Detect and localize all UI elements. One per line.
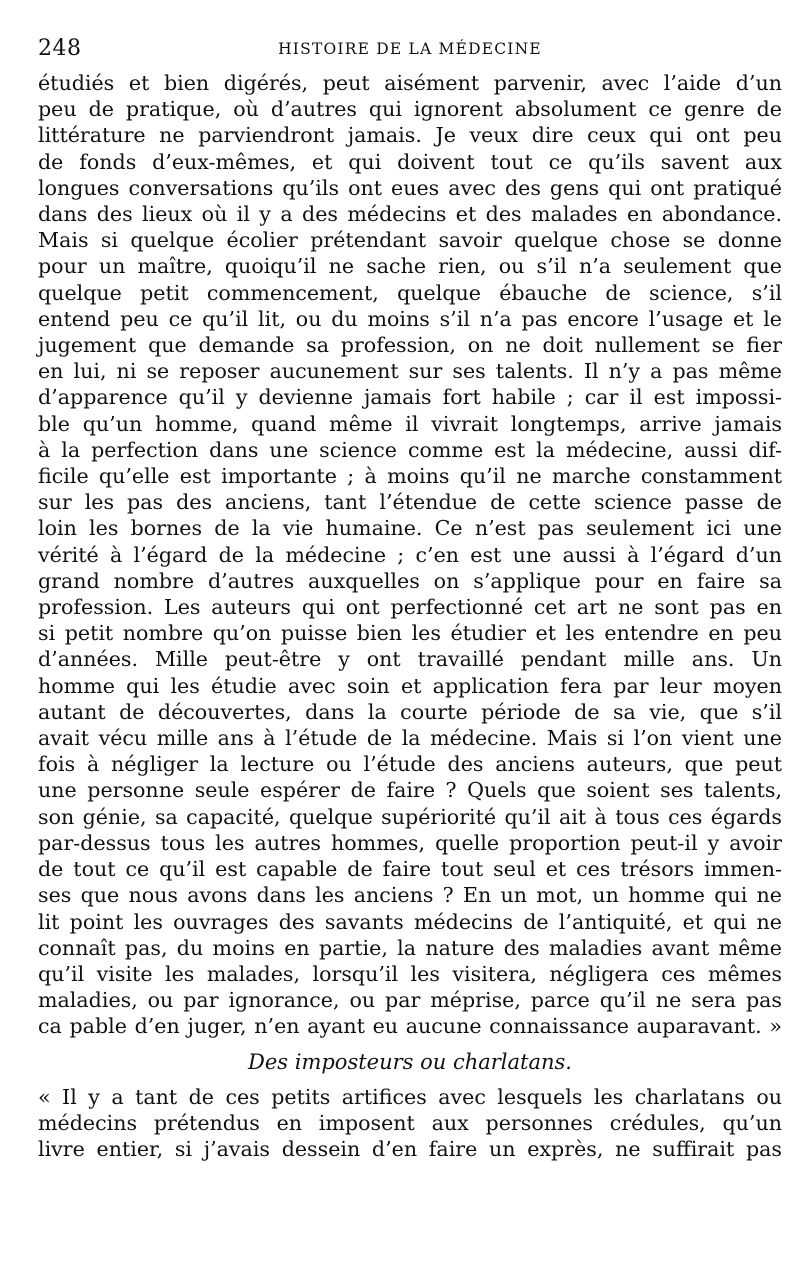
text-line: lit point les ouvrages des savants médecins de l’antiquité, et qui ne: [38, 909, 782, 934]
text-line: ficile qu’elle est importante ; à moins qu’il ne marche constamment: [38, 464, 782, 489]
text-line: loin les bornes de la vie humaine. Ce n’est pas seulement ici une: [38, 516, 782, 541]
text-line: connaît pas, du moins en partie, la nature des maladies avant même: [38, 935, 782, 960]
text-line: vérité à l’égard de la médecine ; c’en est une aussi à l’égard d’un: [38, 542, 782, 567]
body-paragraph-1: [38, 70, 782, 1040]
text-line: jugement que demande sa profession, on ne doit nullement se fier: [38, 333, 782, 358]
text-line: grand nombre d’autres auxquelles on s’applique pour en faire sa: [38, 568, 782, 593]
text-line: une personne seule espérer de faire ? Quels que soient ses talents,: [38, 778, 782, 803]
text-line: d’apparence qu’il y devienne jamais fort habile ; car il est impossi-: [38, 385, 782, 410]
text-line: maladies, ou par ignorance, ou par méprise, parce qu’il ne sera pas: [38, 988, 782, 1013]
text-line: son génie, sa capacité, quelque supériorité qu’il ait à tous ces égards: [38, 804, 782, 829]
text-line: longues conversations qu’ils ont eues avec des gens qui ont pratiqué: [38, 175, 782, 200]
body-paragraph-2: [38, 1084, 782, 1163]
text-line: ca pable d’en juger, n’en ayant eu aucune connaissance auparavant. »: [38, 1014, 782, 1039]
text-line: Mais si quelque écolier prétendant savoir quelque chose se donne: [38, 228, 782, 253]
text-line: littérature ne parviendront jamais. Je veux dire ceux qui ont peu: [38, 123, 782, 148]
text-line: peu de pratique, où d’autres qui ignorent absolument ce genre de: [38, 97, 782, 122]
text-line: si petit nombre qu’on puisse bien les étudier et les entendre en peu: [38, 621, 782, 646]
text-line: en lui, ni se reposer aucunement sur ses talents. Il n’y a pas même: [38, 359, 782, 384]
text-line: de tout ce qu’il est capable de faire tout seul et ces trésors immen-: [38, 857, 782, 882]
text-line: avait vécu mille ans à l’étude de la médecine. Mais si l’on vient une: [38, 726, 782, 751]
text-line: étudiés et bien digérés, peut aisément parvenir, avec l’aide d’un: [38, 71, 782, 95]
running-title: HISTOIRE DE LA MÉDECINE: [278, 40, 542, 58]
text-line: entend peu ce qu’il lit, ou du moins s’il n’a pas encore l’usage et le: [38, 306, 782, 331]
text-line: à la perfection dans une science comme est la médecine, aussi dif-: [38, 437, 782, 462]
text-line: « Il y a tant de ces petits artifices avec lesquels les charlatans ou: [38, 1084, 782, 1109]
text-line: de fonds d’eux-mêmes, et qui doivent tout ce qu’ils savent aux: [38, 149, 782, 174]
page-header: [38, 36, 782, 70]
text-line: autant de découvertes, dans la courte période de sa vie, que s’il: [38, 699, 782, 724]
text-line: par-dessus tous les autres hommes, quelle proportion peut-il y avoir: [38, 830, 782, 855]
page-number: 248: [38, 36, 82, 61]
text-line: dans des lieux où il y a des médecins et des malades en abondance.: [38, 202, 782, 227]
text-line: homme qui les étudie avec soin et application fera par leur moyen: [38, 673, 782, 698]
text-line: qu’il visite les malades, lorsqu’il les visitera, négligera ces mêmes: [38, 961, 782, 986]
text-line: médecins prétendus en imposent aux personnes crédules, qu’un: [38, 1110, 782, 1135]
text-line: fois à négliger la lecture ou l’étude des anciens auteurs, que peut: [38, 752, 782, 777]
text-line: profession. Les auteurs qui ont perfectionné cet art ne sont pas en: [38, 595, 782, 620]
text-line: ses que nous avons dans les anciens ? En un mot, un homme qui ne: [38, 883, 782, 908]
text-line: livre entier, si j’avais dessein d’en faire un exprès, ne suffirait pas: [38, 1136, 782, 1161]
text-line: pour un maître, quoiqu’il ne sache rien, ou s’il n’a seulement que: [38, 254, 782, 279]
text-line: quelque petit commencement, quelque ébauche de science, s’il: [38, 280, 782, 305]
text-line: ble qu’un homme, quand même il vivrait longtemps, arrive jamais: [38, 411, 782, 436]
text-line: sur les pas des anciens, tant l’étendue de cette science passe de: [38, 490, 782, 515]
section-heading: Des imposteurs ou charlatans.: [248, 1049, 572, 1074]
text-line: d’années. Mille peut-être y ont travaillé pendant mille ans. Un: [38, 647, 782, 672]
